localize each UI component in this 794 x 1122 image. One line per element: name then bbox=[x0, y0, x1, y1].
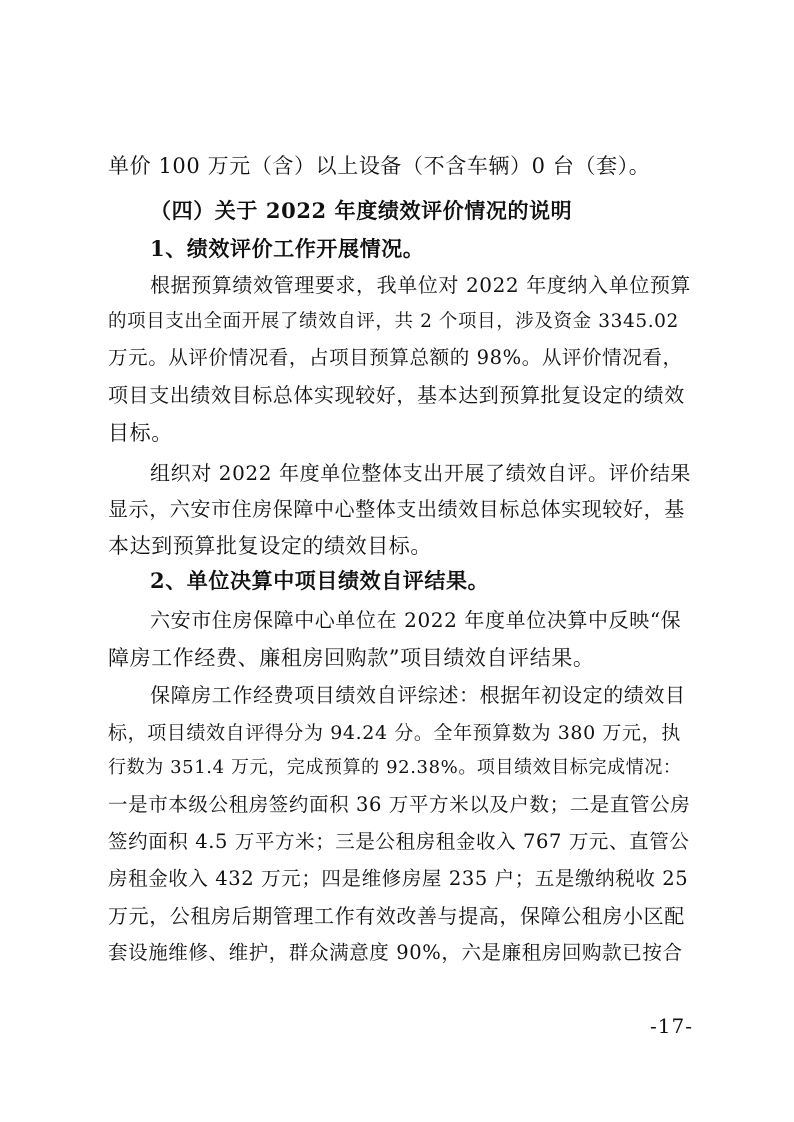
body-line: 套设施维修、维护，群众满意度 90%，六是廉租房回购款已按合 bbox=[108, 941, 683, 964]
body-line: 本达到预算批复设定的绩效目标。 bbox=[108, 534, 432, 558]
body-line: 行数为 351.4 万元，完成预算的 92.38%。项目绩效目标完成情况： bbox=[108, 757, 682, 778]
body-line: 组织对 2022 年度单位整体支出开展了绩效自评。评价结果 bbox=[150, 461, 692, 485]
body-line: 根据预算绩效管理要求，我单位对 2022 年度纳入单位预算 bbox=[150, 273, 692, 297]
body-line: 的项目支出全面开展了绩效自评，共 2 个项目，涉及资金 3345.02 bbox=[108, 311, 679, 332]
subsection-heading: 1、绩效评价工作开展情况。 bbox=[150, 236, 425, 261]
body-line: 显示，六安市住房保障中心整体支出绩效目标总体实现较好，基 bbox=[108, 497, 685, 521]
body-line: 保障房工作经费项目绩效自评综述：根据年初设定的绩效目 bbox=[150, 683, 686, 707]
body-line: 障房工作经费、廉租房回购款”项目绩效自评结果。 bbox=[108, 646, 595, 670]
body-line: 房租金收入 432 万元；四是维修房屋 235 户；五是缴纳税收 25 bbox=[108, 867, 689, 890]
page-number: -17- bbox=[650, 1014, 693, 1038]
body-line: 签约面积 4.5 万平方米；三是公租房租金收入 767 万元、直管公 bbox=[108, 830, 690, 853]
body-line: 标，项目绩效自评得分为 94.24 分。全年预算数为 380 万元，执 bbox=[108, 722, 681, 744]
body-line: 万元。从评价情况看，占项目预算总额的 98%。从评价情况看， bbox=[108, 346, 683, 369]
body-line: 万元，公租房后期管理工作有效改善与提高，保障公租房小区配 bbox=[108, 904, 685, 928]
body-line: 项目支出绩效目标总体实现较好，基本达到预算批复设定的绩效 bbox=[108, 383, 685, 407]
body-line: 六安市住房保障中心单位在 2022 年度单位决算中反映“保 bbox=[150, 608, 682, 632]
body-line: 一是市本级公租房签约面积 36 万平方米以及户数；二是直管公房 bbox=[108, 793, 691, 816]
body-line: 目标。 bbox=[108, 421, 173, 445]
subsection-heading: 2、单位决算中项目绩效自评结果。 bbox=[150, 568, 490, 593]
body-line: 单价 100 万元（含）以上设备（不含车辆）0 台（套）。 bbox=[108, 154, 651, 178]
section-heading: （四）关于 2022 年度绩效评价情况的说明 bbox=[150, 198, 573, 223]
